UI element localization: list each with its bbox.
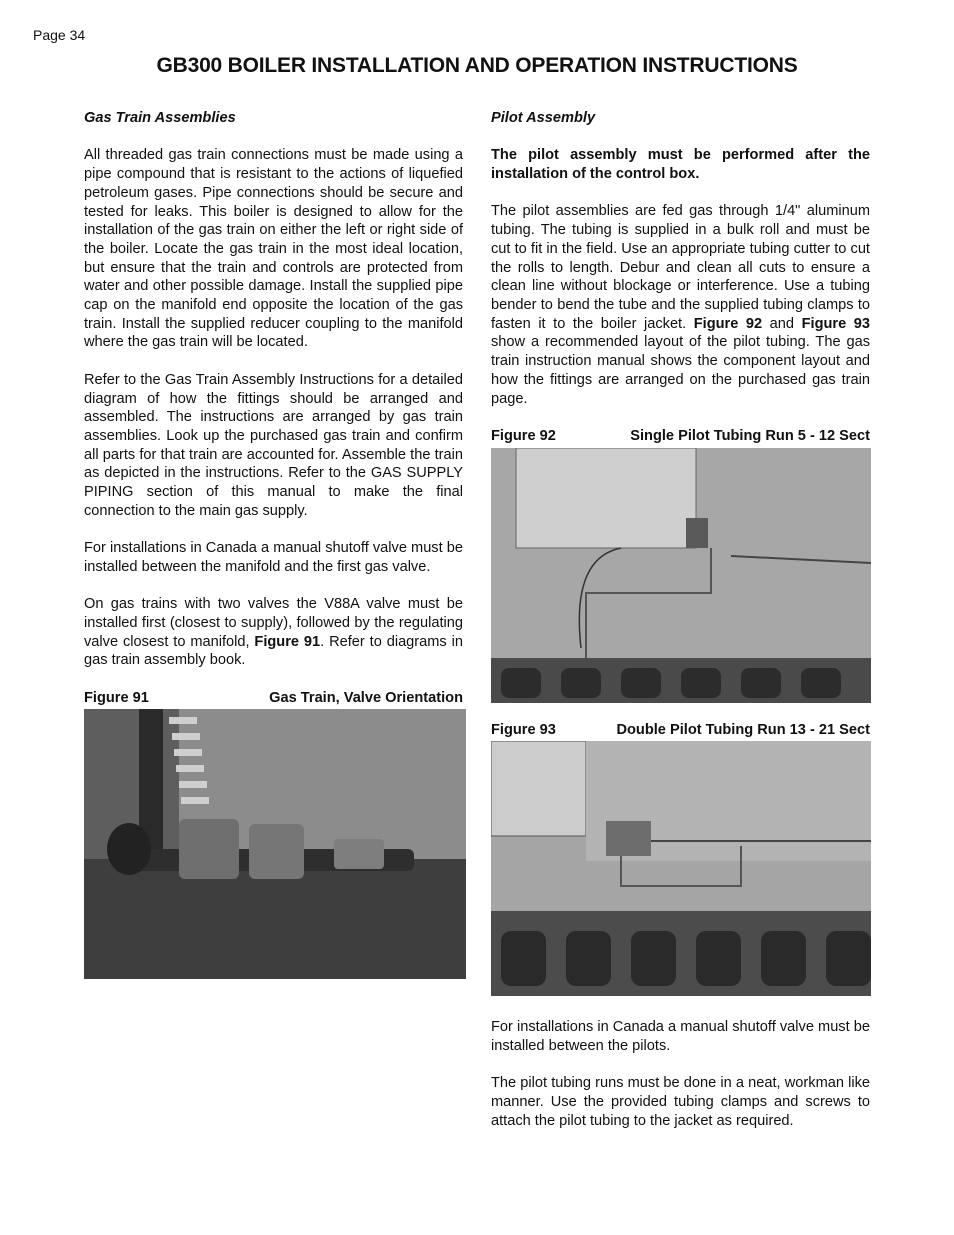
- figure-reference: Figure 91: [254, 633, 321, 650]
- figure-reference: Figure 93: [801, 315, 870, 332]
- paragraph: Refer to the Gas Train Assembly Instructions for a detailed diagram of how the fittings should be arranged and assembled. The instructions are arranged by gas train assemblies. Look up the purchased gas train and confirm all parts for that train are accounted for. Assemble the train as depicted in the instructions. Refer to the GAS SUPPLY PIPING section of this manual to make the final connection to the main gas supply.: [84, 371, 463, 519]
- figure-title: Double Pilot Tubing Run 13 - 21 Sect: [616, 721, 870, 738]
- paragraph: All threaded gas train connections must be made using a pipe compound that is resistant to the actions of liquefied petroleum gases. Pipe connections should be secure and tested for leaks. This boiler is designed to allow for the installation of the gas train on either the left or right side of the boiler. Locate the gas train in the most ideal location, but ensure that the train and controls are protected from water and other possible damage. Install the supplied pipe cap on the manifold end opposite the location of the gas train. Install the supplied reducer coupling to the manifold where the gas train will be located.: [84, 147, 463, 351]
- paragraph: For installations in Canada a manual shutoff valve must be installed between the manifold and the first gas valve.: [84, 540, 463, 575]
- figure-91-caption: [84, 689, 463, 708]
- figure-93-photo: [491, 741, 871, 996]
- figure-title: Gas Train, Valve Orientation: [269, 689, 463, 706]
- figure-92-caption: [491, 427, 870, 446]
- figure-92-photo: [491, 448, 871, 703]
- figure-number: Figure 93: [491, 721, 556, 738]
- paragraph: For installations in Canada a manual shutoff valve must be installed between the pilots.: [491, 1019, 870, 1055]
- figure-number: Figure 91: [84, 689, 149, 706]
- page-number: Page 34: [33, 27, 86, 43]
- right-column: [491, 109, 870, 1131]
- paragraph: On gas trains with two valves the V88A valve must be installed first (closest to supply), followed by the regulating valve closest to manifold, Figure 91. Refer to diagrams in gas train assembly book.: [84, 596, 463, 669]
- figure-reference: Figure 92: [693, 315, 763, 332]
- section-heading-gas-train: Gas Train Assemblies: [84, 110, 236, 126]
- figure-number: Figure 92: [491, 427, 556, 444]
- document-title: GB300 BOILER INSTALLATION AND OPERATION INSTRUCTIONS: [156, 54, 798, 77]
- section-heading-pilot: Pilot Assembly: [491, 110, 596, 126]
- paragraph-important: The pilot assembly must be performed after the installation of the control box.: [491, 147, 870, 183]
- figure-93-caption: [491, 721, 870, 740]
- figure-91-photo: [84, 709, 466, 979]
- left-column: [84, 109, 463, 979]
- paragraph: The pilot assemblies are fed gas through 1/4" aluminum tubing. The tubing is supplied in a bulk roll and must be cut to fit in the field. Use an appropriate tubing cutter to cut the rolls to length. Debur and clean all cuts to ensure a clean line without blockage or interference. Use a tubing bender to bend the tube and the supplied tubing clamps to fasten it to the boiler jacket. Figure 92 and Figure 93 show a recommended layout of the pilot tubing. The gas train instruction manual shows the component layout and how the fittings are arranged on the purchased gas train page.: [491, 203, 870, 407]
- figure-title: Single Pilot Tubing Run 5 - 12 Sect: [630, 427, 870, 444]
- paragraph: The pilot tubing runs must be done in a neat, workman like manner. Use the provided tubing clamps and screws to attach the pilot tubing to the jacket as required.: [491, 1075, 870, 1129]
